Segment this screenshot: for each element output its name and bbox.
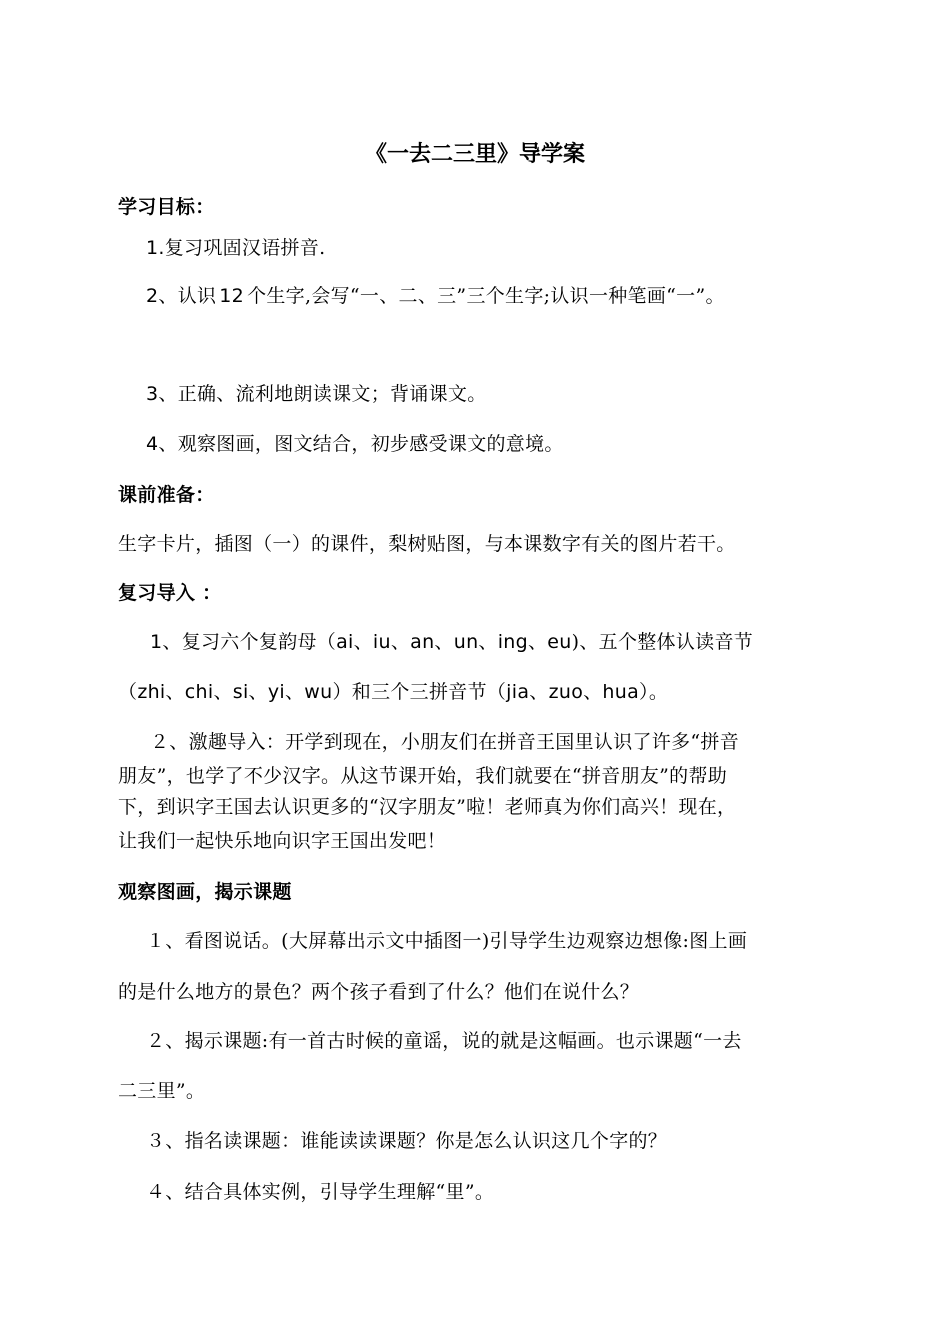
review-1-line2-text-b: ）和三个三拼音节（ — [332, 681, 507, 703]
objective-2-number: 2 — [146, 285, 159, 307]
observe-item-2-line-1: ２、揭示课题:有一首古时候的童谣，说的就是这幅画。也示课题“一去 — [146, 1030, 742, 1052]
objective-2-text-b: 个生字,会写“一、二、三”三个生字;认识一种笔画“一”。 — [247, 285, 725, 307]
observe-item-3: ３、指名读课题：谁能读读课题？你是怎么认识这几个字的？ — [146, 1130, 668, 1152]
objective-1-text: 复习巩固汉语拼音. — [164, 237, 326, 259]
objective-item-4 — [146, 432, 564, 456]
preparation-heading: 课前准备： — [118, 484, 215, 506]
objective-4-text: 、观察图画，图文结合，初步感受课文的意境。 — [158, 433, 564, 455]
objectives-heading: 学习目标： — [118, 196, 215, 218]
review-1-line2-text-c: ）。 — [639, 681, 669, 703]
objective-1-number: 1. — [146, 237, 165, 259]
observe-item-1-line-2: 的是什么地方的景色？两个孩子看到了什么？他们在说什么？ — [118, 981, 640, 1003]
observe-item-2-line-2: 二三里”。 — [118, 1080, 206, 1102]
observe-heading: 观察图画，揭示课题 — [118, 881, 292, 903]
page-title: 《一去二三里》导学案 — [364, 142, 585, 167]
objective-4-number: 4 — [146, 433, 159, 455]
objective-item-2 — [146, 284, 725, 308]
objective-item-3 — [146, 382, 487, 406]
review-1-text-b: )、五个整体认读音节 — [571, 631, 754, 653]
review-1-pinyin: ai、iu、an、un、ing、eu — [336, 631, 572, 653]
objective-2-count: 12 — [219, 285, 245, 307]
review-1-text-a: 、复习六个复韵母（ — [162, 631, 337, 653]
observe-item-4: ４、结合具体实例，引导学生理解“里”。 — [146, 1181, 495, 1203]
review-1-line2-pinyin-1: zhi、chi、si、yi、wu — [137, 681, 333, 703]
objective-item-1 — [146, 236, 325, 260]
review-item-2-line-3: 下，到识字王国去认识更多的“汉字朋友”啦！老师真为你们高兴！现在， — [118, 796, 737, 818]
objective-2-text-a: 、认识 — [158, 285, 217, 307]
review-item-1-line-2 — [118, 680, 668, 704]
review-item-2-line-2: 朋友”，也学了不少汉字。从这节课开始，我们就要在“拼音朋友”的帮助 — [118, 765, 728, 787]
review-1-line2-pinyin-2: jia、zuo、hua — [506, 681, 640, 703]
objective-3-number: 3 — [146, 383, 159, 405]
review-item-2-line-4: 让我们一起快乐地向识字王国出发吧！ — [118, 830, 447, 852]
review-1-number: 1 — [150, 631, 163, 653]
review-item-1-line-1 — [150, 630, 753, 654]
review-heading: 复习导入 ： — [118, 582, 222, 604]
preparation-text: 生字卡片，插图（一）的课件，梨树贴图，与本课数字有关的图片若干。 — [118, 533, 736, 555]
review-1-line2-text-a: （ — [118, 681, 138, 703]
review-item-2-line-1: ２、激趣导入：开学到现在，小朋友们在拼音王国里认识了许多“拼音 — [150, 731, 740, 753]
objective-3-text: 、正确、流利地朗读课文；背诵课文。 — [158, 383, 487, 405]
observe-item-1-line-1: １、看图说话。(大屏幕出示文中插图一)引导学生边观察边想像:图上画 — [146, 930, 748, 952]
